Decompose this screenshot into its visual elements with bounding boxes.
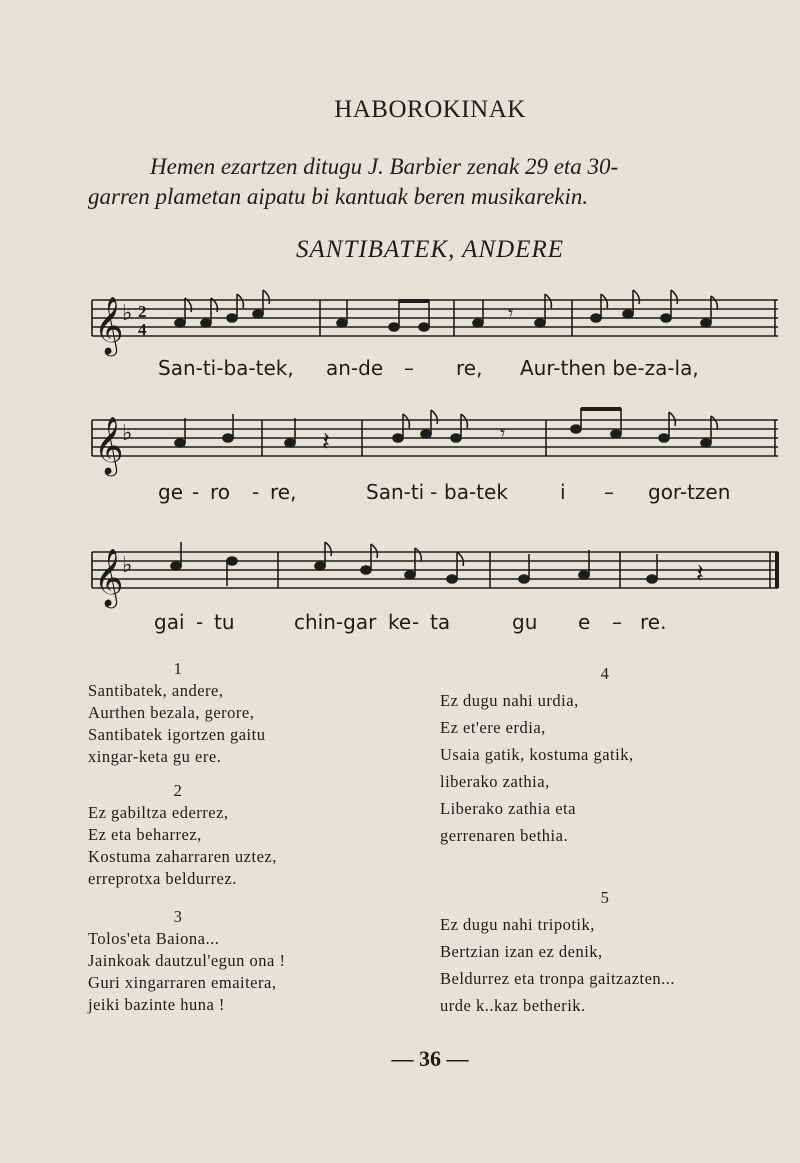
verse-number: 1 — [173, 659, 183, 678]
notes-staff-3 — [171, 542, 704, 588]
lyric-1-1: San-ti-ba-tek, — [158, 356, 294, 380]
notes-staff-2 — [175, 407, 717, 456]
verse-number: 4 — [600, 664, 610, 683]
lyric-3-5: ke — [388, 610, 412, 634]
treble-clef-icon: 𝄞 — [94, 548, 124, 606]
key-flat: ♭ — [122, 553, 133, 578]
verse-line: Liberako zathia eta — [440, 799, 576, 818]
lyric-1-2: an-de — [326, 356, 384, 380]
verse-number: 5 — [600, 888, 610, 907]
verse-line: erreprotxa beldurrez. — [88, 869, 237, 888]
svg-text:𝄾: 𝄾 — [500, 423, 506, 445]
verse-line: xingar-keta gu ere. — [88, 747, 222, 766]
verse-line: Tolos'eta Baiona... — [88, 929, 220, 948]
svg-text:𝄾: 𝄾 — [508, 303, 514, 325]
song-title: SANTIBATEK, ANDERE — [296, 236, 564, 263]
verse-1 — [88, 658, 268, 768]
verse-3 — [88, 906, 285, 1016]
lyric-3-2: - — [196, 610, 204, 634]
lyric-2-6: San-ti — [366, 480, 425, 504]
intro-paragraph — [88, 152, 768, 212]
lyric-3-3: tu — [214, 610, 235, 634]
lyric-2-5: re, — [270, 480, 297, 504]
verse-line: Bertzian izan ez denik, — [440, 942, 603, 961]
lyric-2-7: - — [430, 480, 438, 504]
lyric-3-8: gu — [512, 610, 538, 634]
verse-line: jeiki bazinte huna ! — [88, 995, 225, 1014]
lyric-3-11: re. — [640, 610, 667, 634]
treble-clef-icon: 𝄞 — [94, 296, 124, 354]
verse-line: Ez et'ere erdia, — [440, 718, 546, 737]
verse-line: Aurthen bezala, gerore, — [88, 703, 255, 722]
lyric-2-3: ro — [210, 480, 231, 504]
lyric-2-1: ge — [158, 480, 183, 504]
svg-text:𝄽: 𝄽 — [696, 559, 704, 588]
treble-clef-icon: 𝄞 — [94, 416, 124, 474]
verse-line: Ez gabiltza ederrez, — [88, 803, 229, 822]
verse-line: Usaia gatik, kostuma gatik, — [440, 745, 634, 764]
verse-2 — [88, 780, 277, 890]
key-flat: ♭ — [122, 301, 133, 326]
verse-line: Ez dugu nahi tripotik, — [440, 915, 595, 934]
time-sig-top: 2 — [138, 302, 147, 321]
music-staff-3 — [0, 538, 800, 618]
verse-line: Santibatek igortzen gaitu — [88, 725, 266, 744]
lyric-1-3: – — [404, 356, 414, 380]
time-sig-bottom: 4 — [138, 320, 147, 339]
lyric-3-4: chin-gar — [294, 610, 377, 634]
lyric-3-7: ta — [430, 610, 451, 634]
verse-line: liberako zathia, — [440, 772, 550, 791]
verse-number: 3 — [173, 907, 183, 926]
intro-line-1: Hemen ezartzen ditugu J. Barbier zenak 29 eta 30- — [150, 154, 619, 179]
verse-line: Jainkoak dautzul'egun ona ! — [88, 951, 286, 970]
verse-line: Kostuma zaharraren uztez, — [88, 847, 277, 866]
intro-line-2: garren plametan aipatu bi kantuak beren musikarekin. — [88, 184, 589, 209]
lyric-2-8: ba-tek — [444, 480, 508, 504]
verse-line: Beldurrez eta tronpa gaitzazten... — [440, 969, 676, 988]
lyric-3-10: – — [612, 610, 622, 634]
key-flat: ♭ — [122, 421, 133, 446]
lyric-2-10: – — [604, 480, 614, 504]
lyric-1-5: Aur-then be-za-la, — [520, 356, 699, 380]
lyric-2-4: - — [252, 480, 260, 504]
lyric-2-11: gor-tzen — [648, 480, 731, 504]
lyric-2-9: i — [560, 480, 566, 504]
svg-text:𝄽: 𝄽 — [322, 427, 330, 456]
lyric-2-2: - — [192, 480, 200, 504]
verse-5 — [440, 884, 770, 1019]
notes-staff-1 — [175, 290, 717, 331]
lyric-3-1: gai — [154, 610, 185, 634]
verse-line: Guri xingarraren emaitera, — [88, 973, 277, 992]
verse-line: Ez dugu nahi urdia, — [440, 691, 579, 710]
lyric-3-9: e — [578, 610, 591, 634]
music-staff-2 — [0, 406, 800, 486]
page-number: — 36 — — [391, 1046, 469, 1071]
verse-line: urde k..kaz betherik. — [440, 996, 586, 1015]
page-heading: HABOROKINAK — [334, 96, 526, 123]
verse-line: gerrenaren bethia. — [440, 826, 569, 845]
music-staff-1 — [0, 286, 800, 366]
verse-line: Ez eta beharrez, — [88, 825, 202, 844]
verse-line: Santibatek, andere, — [88, 681, 224, 700]
verse-4 — [440, 660, 770, 849]
verse-number: 2 — [173, 781, 183, 800]
lyric-1-4: re, — [456, 356, 483, 380]
lyric-3-6: - — [412, 610, 420, 634]
